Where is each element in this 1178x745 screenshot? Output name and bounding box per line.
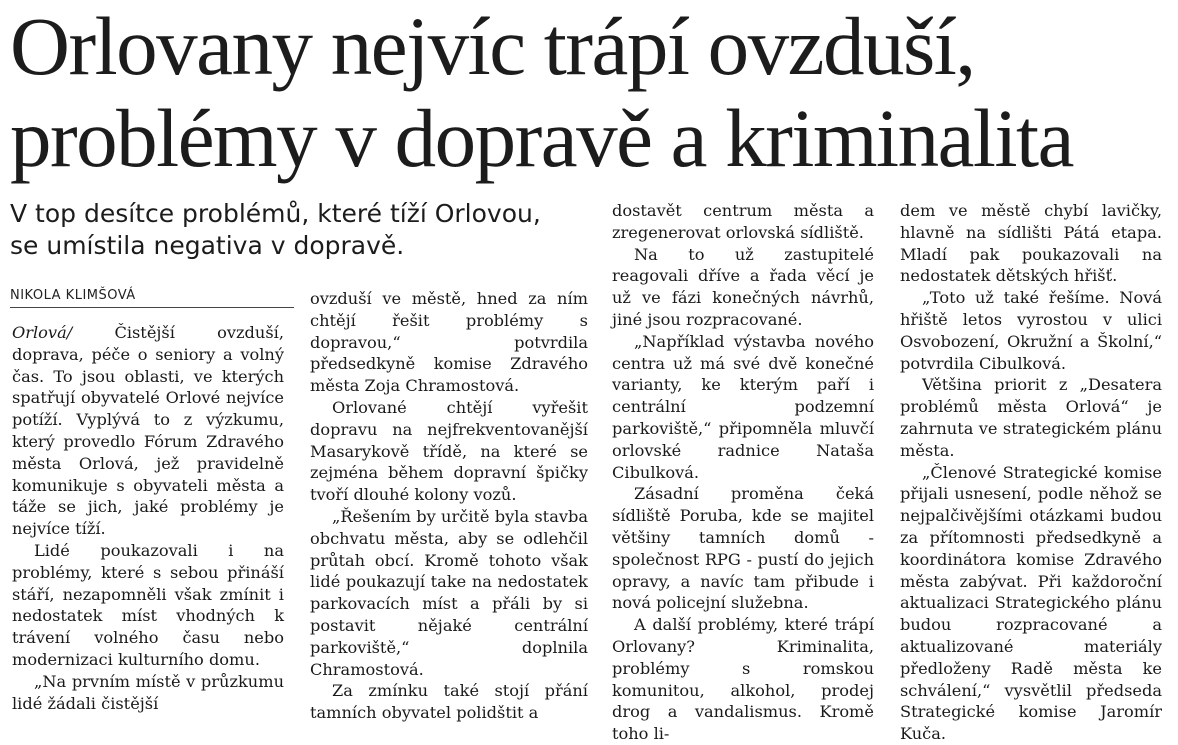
paragraph: „Členové Strategické komise přijali usnesení, podle něhož se nejpalčivějšími otázkami budou za přítomnosti předsedkyně a koordinátora komise Zdravého města zabývat. Při každoroční aktualizaci Strategického plánu budou rozpracované a aktualizované materiály předloženy Radě města ke schválení,“ vysvětlil předseda Strategické komise Jaromír Kuča.	[900, 462, 1162, 744]
column-1	[12, 322, 284, 714]
paragraph: Orlované chtějí vyřešit dopravu na nejfrekventovanější Masarykově třídě, na které se zejména během dopravní špičky tvoří dlouhé kolony vozů.	[310, 397, 588, 505]
paragraph	[12, 322, 284, 540]
paragraph: „Toto už také řešíme. Nová hřiště letos vyrostou v ulici Osvobození, Okružní a Školní,“ potvrdila Cibulková.	[900, 288, 1162, 373]
paragraph: „Řešením by určitě byla stavba obchvatu města, aby se odlehčil průtah obcí. Kromě tohoto však lidé poukazují take na nedostatek parkovacích míst a přáli by si postavit nějaké centrální parkoviště,“ doplnila Chramostová.	[310, 506, 588, 679]
headline-line-2: problémy v dopravě a kriminalita	[10, 92, 1073, 184]
paragraph: Za zmínku také stojí přání tamních obyvatel polidštit a	[310, 681, 588, 723]
column-2	[310, 288, 588, 724]
column-4	[900, 200, 1162, 745]
paragraph: „Například výstavba nového centra už má své dvě konečné varianty, ke kterým paří i centrální podzemní parkoviště,“ připomněla mluvčí orlovské radnice Nataša Cibulková.	[612, 331, 874, 482]
dateline: Orlová/	[12, 323, 73, 342]
lead-line-1: V top desítce problémů, které tíží Orlovou,	[10, 199, 541, 228]
author-byline: NIKOLA KLIMŠOVÁ	[10, 288, 294, 308]
headline-line-1: Orlovany nejvíc trápí ovzduší,	[10, 0, 975, 92]
column-3	[612, 200, 874, 745]
paragraph: Lidé poukazovali i na problémy, které s sebou přináší stáří, nezapomněli však zmínit i nedostatek míst vhodných k trávení volného času nebo modernizaci kulturního domu.	[12, 540, 284, 669]
paragraph: Většina priorit z „Desatera problémů města Orlová“ je zahrnuta ve strategickém plánu města.	[900, 375, 1162, 460]
paragraph: ovzduší ve městě, hned za ním chtějí řešit problémy s dopravou,“ potvrdila předsedkyně komise Zdravého města Zoja Chramostová.	[310, 289, 588, 396]
paragraph: „Na prvním místě v průzkumu lidé žádali čistější	[12, 671, 284, 713]
lead-line-2: se umístila negativa v dopravě.	[10, 231, 405, 260]
paragraph: dostavět centrum města a zregenerovat orlovská sídliště.	[612, 201, 874, 242]
paragraph: Zásadní proměna čeká sídliště Poruba, kde se majitel většiny tamních domů - společnost RPG - pustí do jejich opravy, a navíc tam přibude i nová policejní služebna.	[612, 484, 874, 613]
paragraph-text: Čistější ovzduší, doprava, péče o seniory a volný čas. To jsou oblasti, ve kterých spatřují obyvatelé Orlové nejvíce potíží. Vyplývá to z výzkumu, který provedlo Fórum Zdravého města Orlová, jež pravidelně komunikuje s obyvateli města a táže se jich, jaké problémy je nejvíce tíží.	[12, 323, 284, 539]
paragraph: A další problémy, které trápí Orlovany? Kriminalita, problémy s romskou komunitou, alkohol, prodej drog a vandalismus. Kromě toho li-	[612, 615, 874, 744]
headline	[10, 0, 1170, 184]
paragraph: Na to už zastupitelé reagovali dříve a řada věcí je už ve fázi konečných návrhů, jiné jsou rozpracované.	[612, 244, 874, 329]
paragraph: dem ve městě chybí lavičky, hlavně na sídlišti Pátá etapa. Mladí pak poukazovali na nedostatek dětských hřišť.	[900, 201, 1162, 286]
lead-paragraph	[10, 198, 590, 262]
